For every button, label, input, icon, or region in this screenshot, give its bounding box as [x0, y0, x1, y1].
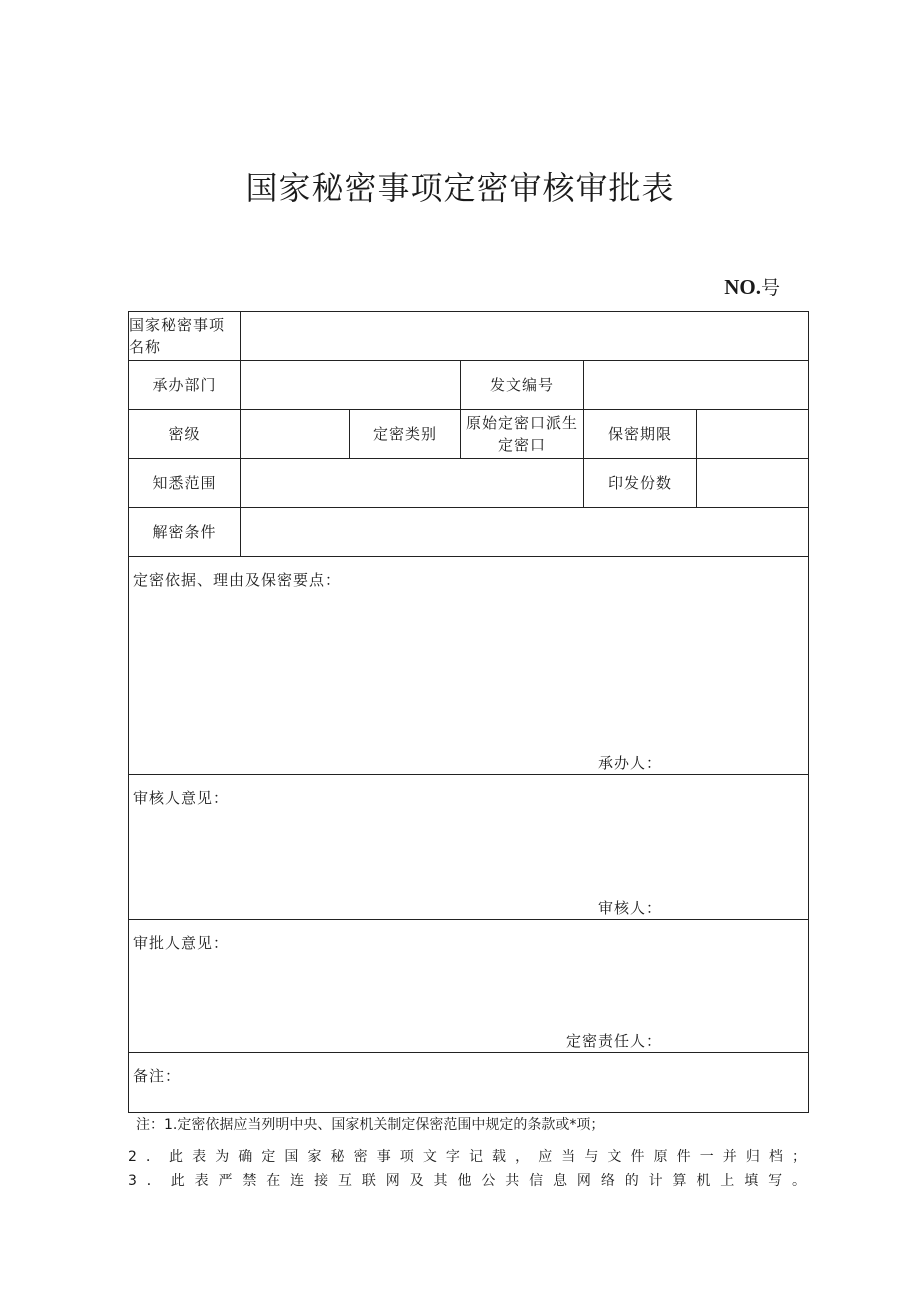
note-2: 2．此表为确定国家秘密事项文字记载，应当与文件原件一并归档；	[128, 1149, 808, 1165]
form-row-approval	[129, 920, 809, 1053]
origin-derived-label: 原始定密口派生定密口	[461, 410, 584, 459]
approval-form-table	[128, 311, 809, 1113]
form-row-review	[129, 775, 809, 920]
level-field[interactable]	[241, 410, 350, 459]
reviewer-opinion-label: 审核人意见：	[133, 789, 230, 807]
category-label: 定密类别	[350, 410, 461, 459]
form-row-dept	[129, 361, 809, 410]
form-row-remarks	[129, 1053, 809, 1113]
approver-opinion-label: 审批人意见：	[133, 934, 230, 952]
form-row-declass	[129, 508, 809, 557]
reviewer-label: 审核人：	[598, 899, 663, 917]
dept-label: 承办部门	[129, 361, 241, 410]
note-1: 注：1.定密依据应当列明中央、国家机关制定保密范围中规定的条款或*项；	[136, 1117, 605, 1133]
doc-number-label: 发文编号	[461, 361, 584, 410]
page-title: 国家秘密事项定密审核审批表	[245, 169, 675, 207]
document-number-prefix: NO.	[724, 275, 761, 299]
form-row-basis	[129, 557, 809, 775]
note-3: 3．此表严禁在连接互联网及其他公共信息网络的计算机上填写。	[128, 1173, 808, 1189]
basis-block[interactable]	[129, 557, 809, 775]
scope-label: 知悉范围	[129, 459, 241, 508]
document-number	[700, 272, 780, 303]
copies-field[interactable]	[697, 459, 809, 508]
form-row-level	[129, 410, 809, 459]
review-block[interactable]	[129, 775, 809, 920]
document-number-suffix: 号	[760, 277, 780, 299]
remarks-label: 备注：	[133, 1067, 182, 1085]
basis-label: 定密依据、理由及保密要点：	[133, 571, 342, 589]
remarks-block[interactable]	[129, 1053, 809, 1113]
scope-field[interactable]	[241, 459, 584, 508]
level-label: 密级	[129, 410, 241, 459]
declass-label: 解密条件	[129, 508, 241, 557]
declass-field[interactable]	[241, 508, 809, 557]
item-name-label: 国家秘密事项名称	[129, 312, 241, 361]
form-row-item-name	[129, 312, 809, 361]
form-row-scope	[129, 459, 809, 508]
period-label: 保密期限	[584, 410, 697, 459]
handler-label: 承办人：	[598, 754, 663, 772]
period-field[interactable]	[697, 410, 809, 459]
responsible-person-label: 定密责任人：	[566, 1032, 663, 1050]
copies-label: 印发份数	[584, 459, 697, 508]
item-name-field[interactable]	[241, 312, 809, 361]
approval-block[interactable]	[129, 920, 809, 1053]
dept-field[interactable]	[241, 361, 461, 410]
doc-number-field[interactable]	[584, 361, 809, 410]
